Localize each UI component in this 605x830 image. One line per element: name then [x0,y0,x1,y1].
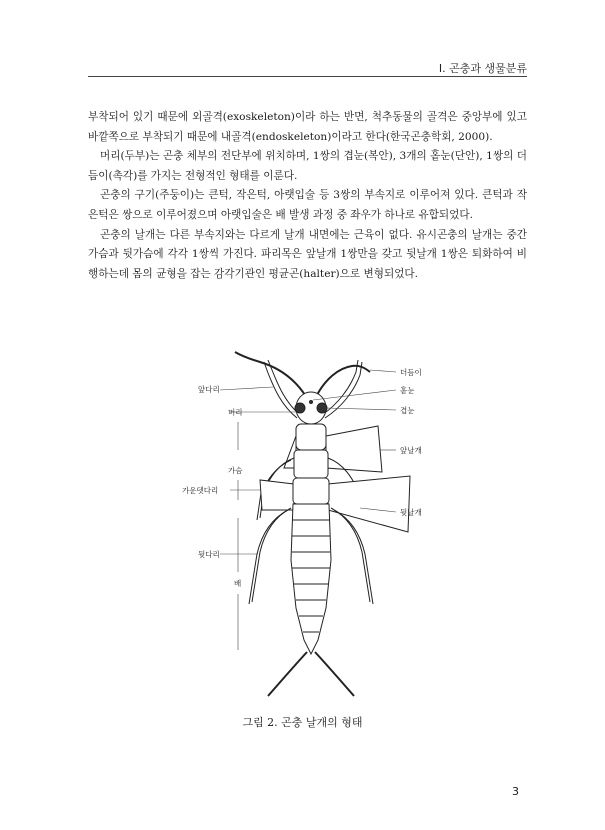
label-compound-eye: 겹눈 [400,406,415,415]
paragraph: 곤충의 구기(주둥이)는 큰턱, 작은턱, 아랫입술 등 3쌍의 부속지로 이루어져 있다. 큰턱과 작은턱은 쌍으로 이루어졌으며 아랫입술은 배 발생 과정 중 좌우가 하나로 유합되었다. [88,189,527,221]
label-midleg: 가운뎃다리 [182,486,219,495]
header-divider [88,76,527,77]
page-number: 3 [512,785,519,798]
label-hindwing: 뒷날개 [400,508,422,517]
label-abdomen: 배 [234,579,242,588]
label-foreleg: 앞다리 [198,385,220,394]
insect-diagram [160,340,460,710]
label-thorax: 가슴 [228,466,243,475]
label-ocelli: 홑눈 [400,386,415,395]
paragraph: 머리(두부)는 곤충 체부의 전단부에 위치하며, 1쌍의 겹눈(복안), 3개의 홑눈(단안), 1쌍의 더듬이(촉각)를 가지는 전형적인 형태를 이룬다. [88,150,527,182]
body-text [88,108,527,284]
running-header: I. 곤충과 생물분류 [438,62,527,75]
paragraph: 부착되어 있기 때문에 외골격(exoskeleton)이라 하는 반면, 척추동물의 골격은 중앙부에 있고 바깥쪽으로 부착되기 때문에 내골격(endoskeleton)이라고 한다(한국곤충학회, 2000). [88,111,527,143]
label-antenna: 더듬이 [400,368,422,377]
label-forewing: 앞날개 [400,446,422,455]
label-hindleg: 뒷다리 [198,550,220,559]
paragraph: 곤충의 날개는 다른 부속지와는 다르게 날개 내면에는 근육이 없다. 유시곤충의 날개는 중간가슴과 뒷가슴에 각각 1쌍씩 가진다. 파리목은 앞날개 1쌍만을 갖고 뒷날개 1쌍은 퇴화하여 비행하는데 몸의 균형을 잡는 감각기관인 평균곤(halter)으로 변형되었다. [88,228,527,280]
insect-figure [160,340,460,710]
figure-caption: 그림 2. 곤충 날개의 형태 [242,716,363,729]
label-head: 머리 [228,408,243,417]
